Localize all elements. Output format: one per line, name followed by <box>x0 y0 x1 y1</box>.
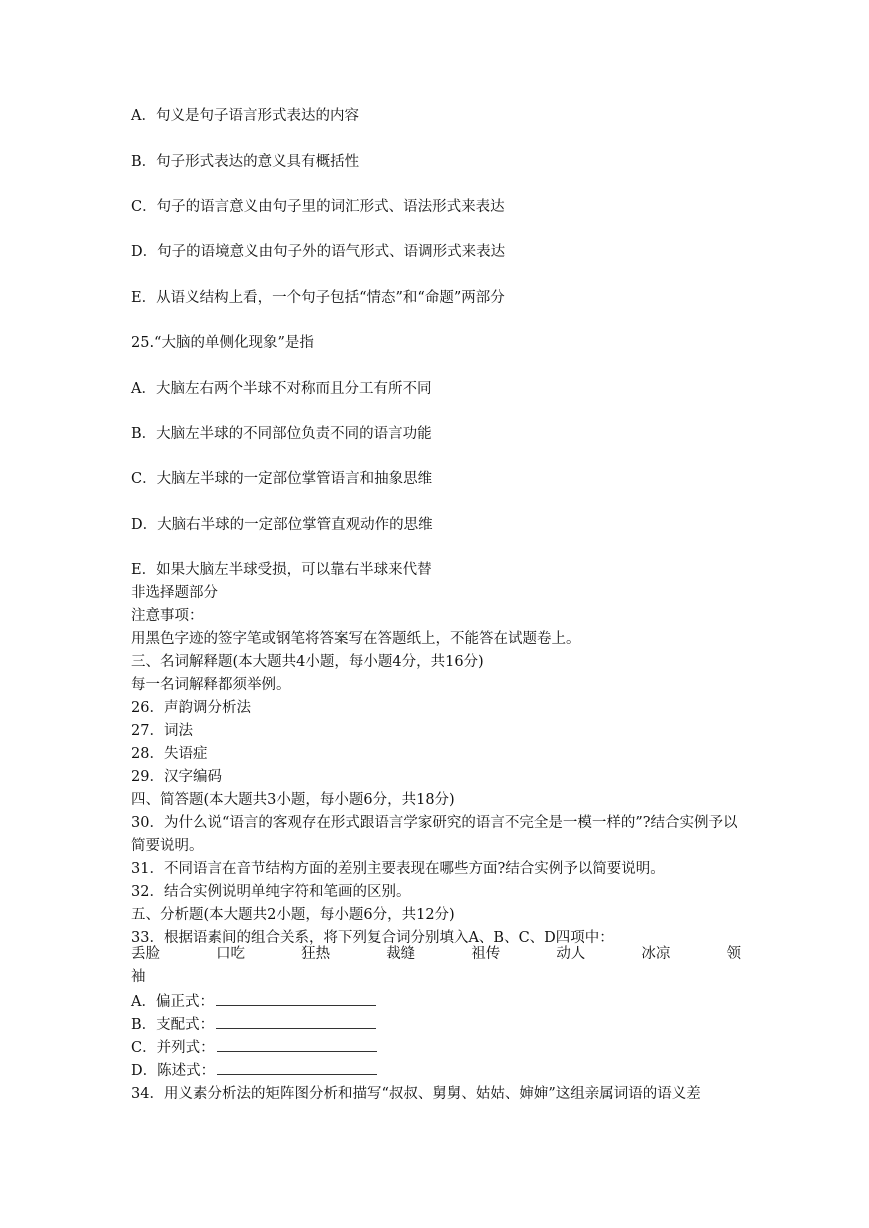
q34-stem: 34．用义素分析法的矩阵图分析和描写“叔叔、舅舅、姑姑、婶婶”这组亲属词语的语义差 <box>131 1086 701 1102</box>
q33-word: 口吃 <box>216 946 246 962</box>
q33-word: 丢脸 <box>131 946 160 962</box>
section5-heading: 五、分析题(本大题共2小题，每小题6分，共12分) <box>131 907 455 923</box>
q25-stem: 25.“大脑的单侧化现象”是指 <box>131 335 314 351</box>
q24-option-b: B．句子形式表达的意义具有概括性 <box>131 154 360 170</box>
q25-option-c: C．大脑左半球的一定部位掌管语言和抽象思维 <box>131 471 433 487</box>
q33-blank-label: D．陈述式： <box>131 1063 216 1079</box>
q28: 28．失语症 <box>131 746 208 762</box>
q33-blank-d <box>131 1060 741 1082</box>
section3-instruction: 每一名词解释都须举例。 <box>131 677 291 693</box>
q25-option-d: D．大脑右半球的一定部位掌管直观动作的思维 <box>131 517 433 533</box>
q24-option-a: A．句义是句子语言形式表达的内容 <box>131 108 359 124</box>
q33-blank-label: C．并列式： <box>131 1040 215 1056</box>
q33-word: 裁缝 <box>386 946 416 962</box>
part2-title: 非选择题部分 <box>131 585 218 601</box>
answer-blank <box>217 1060 377 1075</box>
q33-word-tail: 袖 <box>131 969 146 985</box>
notice-title: 注意事项： <box>131 608 204 624</box>
q33-blank-label: A．偏正式： <box>131 994 214 1010</box>
q33-word: 领 <box>726 946 741 962</box>
answer-blank <box>216 1014 376 1029</box>
q27: 27．词法 <box>131 723 193 739</box>
q33-word: 动人 <box>556 946 586 962</box>
q32: 32．结合实例说明单纯字符和笔画的区别。 <box>131 884 411 900</box>
q33-blank-label: B．支配式： <box>131 1017 215 1033</box>
q33-word: 狂热 <box>301 946 331 962</box>
section3-heading: 三、名词解释题(本大题共4小题，每小题4分，共16分) <box>131 654 484 670</box>
q33-stem: 33．根据语素间的组合关系，将下列复合词分别填入A、B、C、D四项中： <box>131 930 614 946</box>
q25-option-b: B．大脑左半球的不同部位负责不同的语言功能 <box>131 426 432 442</box>
q31: 31．不同语言在音节结构方面的差别主要表现在哪些方面?结合实例予以简要说明。 <box>131 861 665 877</box>
q29: 29．汉字编码 <box>131 769 222 785</box>
q25-option-e: E．如果大脑左半球受损，可以靠右半球来代替 <box>131 562 432 578</box>
q24-option-d: D．句子的语境意义由句子外的语气形式、语调形式来表达 <box>131 244 506 260</box>
q25-option-a: A．大脑左右两个半球不对称而且分工有所不同 <box>131 381 432 397</box>
q33-blank-c <box>131 1037 741 1059</box>
answer-blank <box>217 1037 377 1052</box>
q33-blank-a <box>131 991 741 1013</box>
q30: 30．为什么说“语言的客观存在形式跟语言学家研究的语言不完全是一模一样的”?结合实例予以简要说明。 <box>131 815 738 854</box>
section4-heading: 四、简答题(本大题共3小题，每小题6分，共18分) <box>131 792 455 808</box>
answer-blank <box>216 991 376 1006</box>
q26: 26．声韵调分析法 <box>131 700 251 716</box>
q33-word: 冰凉 <box>641 946 671 962</box>
q33-word-list <box>131 943 741 965</box>
q33-word: 祖传 <box>471 946 501 962</box>
q24-option-e: E．从语义结构上看，一个句子包括“情态”和“命题”两部分 <box>131 290 505 306</box>
q24-option-c: C．句子的语言意义由句子里的词汇形式、语法形式来表达 <box>131 199 505 215</box>
notice-text: 用黑色字迹的签字笔或钢笔将答案写在答题纸上，不能答在试题卷上。 <box>131 631 581 647</box>
q33-blank-b <box>131 1014 741 1036</box>
